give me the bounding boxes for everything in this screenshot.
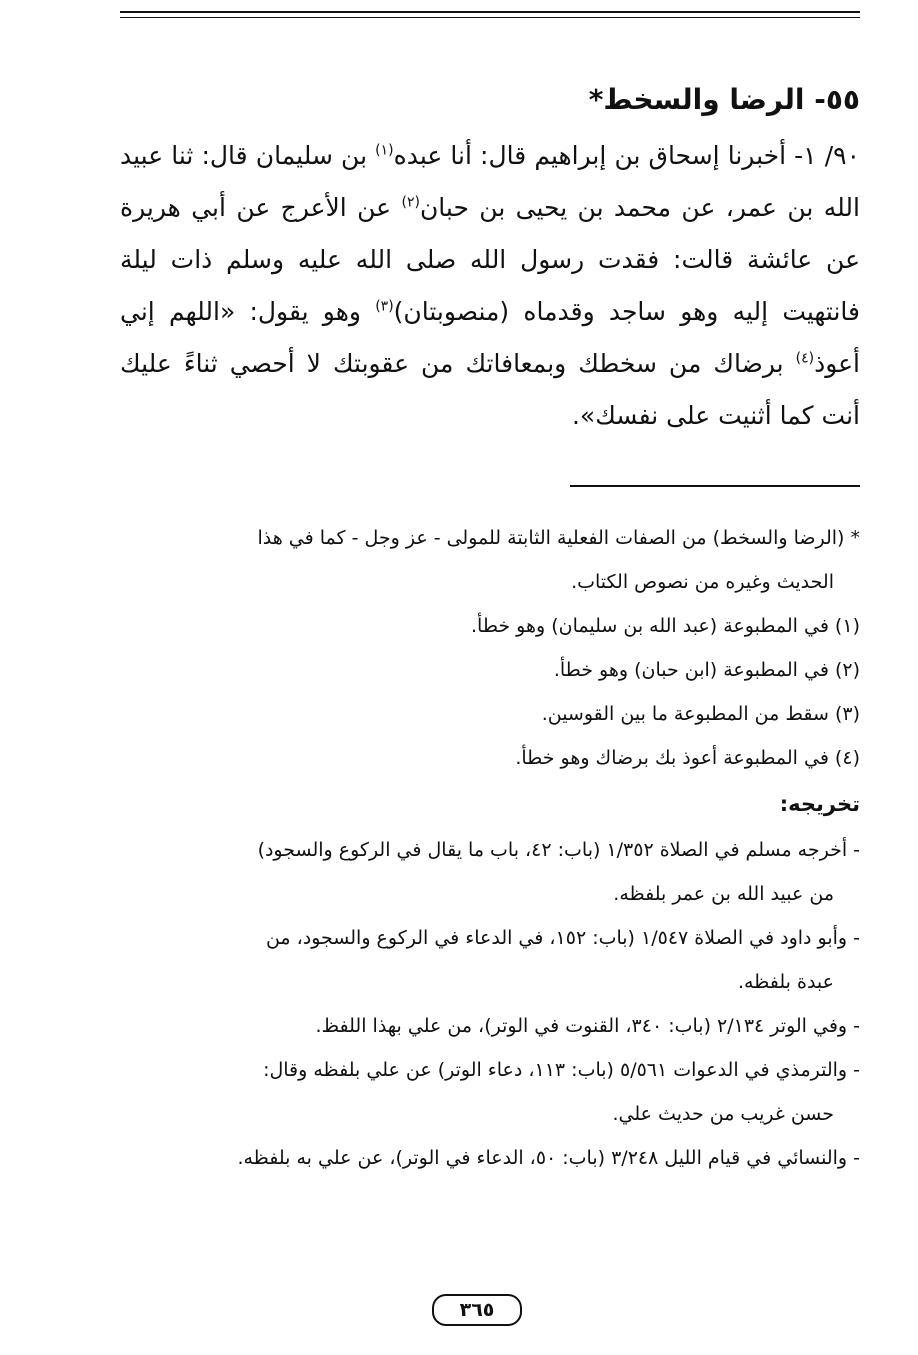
takhrij-entry-4-line-1: - والترمذي في الدعوات ٥/٥٦١ (باب: ١١٣، دعاء الوتر) عن علي بلفظه وقال: <box>263 1059 860 1081</box>
header-rule-thick <box>120 11 860 13</box>
hadith-part-5: برضاك من سخطك وبمعافاتك من عقوبتك لا أحصي ثناءً عليك أنت كما أثنيت على نفسك». <box>120 349 860 430</box>
footnotes-block <box>120 516 860 1180</box>
takhrij-entry-1-line-1: - أخرجه مسلم في الصلاة ١/٣٥٢ (باب: ٤٢، باب ما يقال في الركوع والسجود) <box>257 839 860 861</box>
header-rule-thin <box>120 17 860 18</box>
footnote-ref-1: (١) <box>375 142 394 159</box>
footnote-3: (٣) سقط من المطبوعة ما بين القوسين. <box>541 703 860 725</box>
section-heading: ٥٥- الرضا والسخط* <box>588 83 860 116</box>
takhrij-entry-2-line-2: عبدة بلفظه. <box>737 971 834 993</box>
page-number: ٣٦٥ <box>432 1294 522 1326</box>
takhrij-entry-4-line-2: حسن غريب من حديث علي. <box>612 1103 834 1125</box>
footnote-ref-3: (٣) <box>375 298 394 315</box>
takhrij-entry-3: - وفي الوتر ٢/١٣٤ (باب: ٣٤٠، القنوت في الوتر)، من علي بهذا اللفظ. <box>315 1015 860 1037</box>
footnote-separator <box>570 485 860 487</box>
takhrij-title: تخريجه: <box>779 792 860 816</box>
takhrij-entry-2-line-1: - وأبو داود في الصلاة ١/٥٤٧ (باب: ١٥٢، في الدعاء في الركوع والسجود، من <box>265 927 860 949</box>
footnote-ref-2: (٢) <box>401 194 420 211</box>
footnote-star-line-1: * (الرضا والسخط) من الصفات الفعلية الثابتة للمولى - عز وجل - كما في هذا <box>257 527 860 549</box>
footnote-ref-4: (٤) <box>795 350 815 367</box>
footnote-1: (١) في المطبوعة (عبد الله بن سليمان) وهو خطأ. <box>470 615 860 637</box>
footnote-2: (٢) في المطبوعة (ابن حبان) وهو خطأ. <box>553 659 860 681</box>
hadith-part-4: وهو يقول: «اللهم إني أعوذ <box>120 297 860 378</box>
hadith-part-1: ٩٠/ ١- أخبرنا إسحاق بن إبراهيم قال: أنا عبده <box>393 141 860 170</box>
footnote-star-line-2: الحديث وغيره من نصوص الكتاب. <box>571 571 834 593</box>
hadith-part-3: عن الأعرج عن أبي هريرة عن عائشة قالت: فقدت رسول الله صلى الله عليه وسلم ذات ليلة فانتهيت إليه وهو ساجد وقدماه (منصوبتان) <box>120 193 861 326</box>
footnote-4: (٤) في المطبوعة أعوذ بك برضاك وهو خطأ. <box>515 747 860 769</box>
takhrij-entry-1-line-2: من عبيد الله بن عمر بلفظه. <box>613 883 834 905</box>
hadith-part-2: بن سليمان قال: ثنا عبيد الله بن عمر، عن محمد بن يحيى بن حبان <box>120 141 860 222</box>
main-text <box>120 70 860 442</box>
takhrij-entry-5: - والنسائي في قيام الليل ٣/٢٤٨ (باب: ٥٠، الدعاء في الوتر)، عن علي به بلفظه. <box>237 1147 860 1169</box>
hadith-text <box>120 130 860 442</box>
